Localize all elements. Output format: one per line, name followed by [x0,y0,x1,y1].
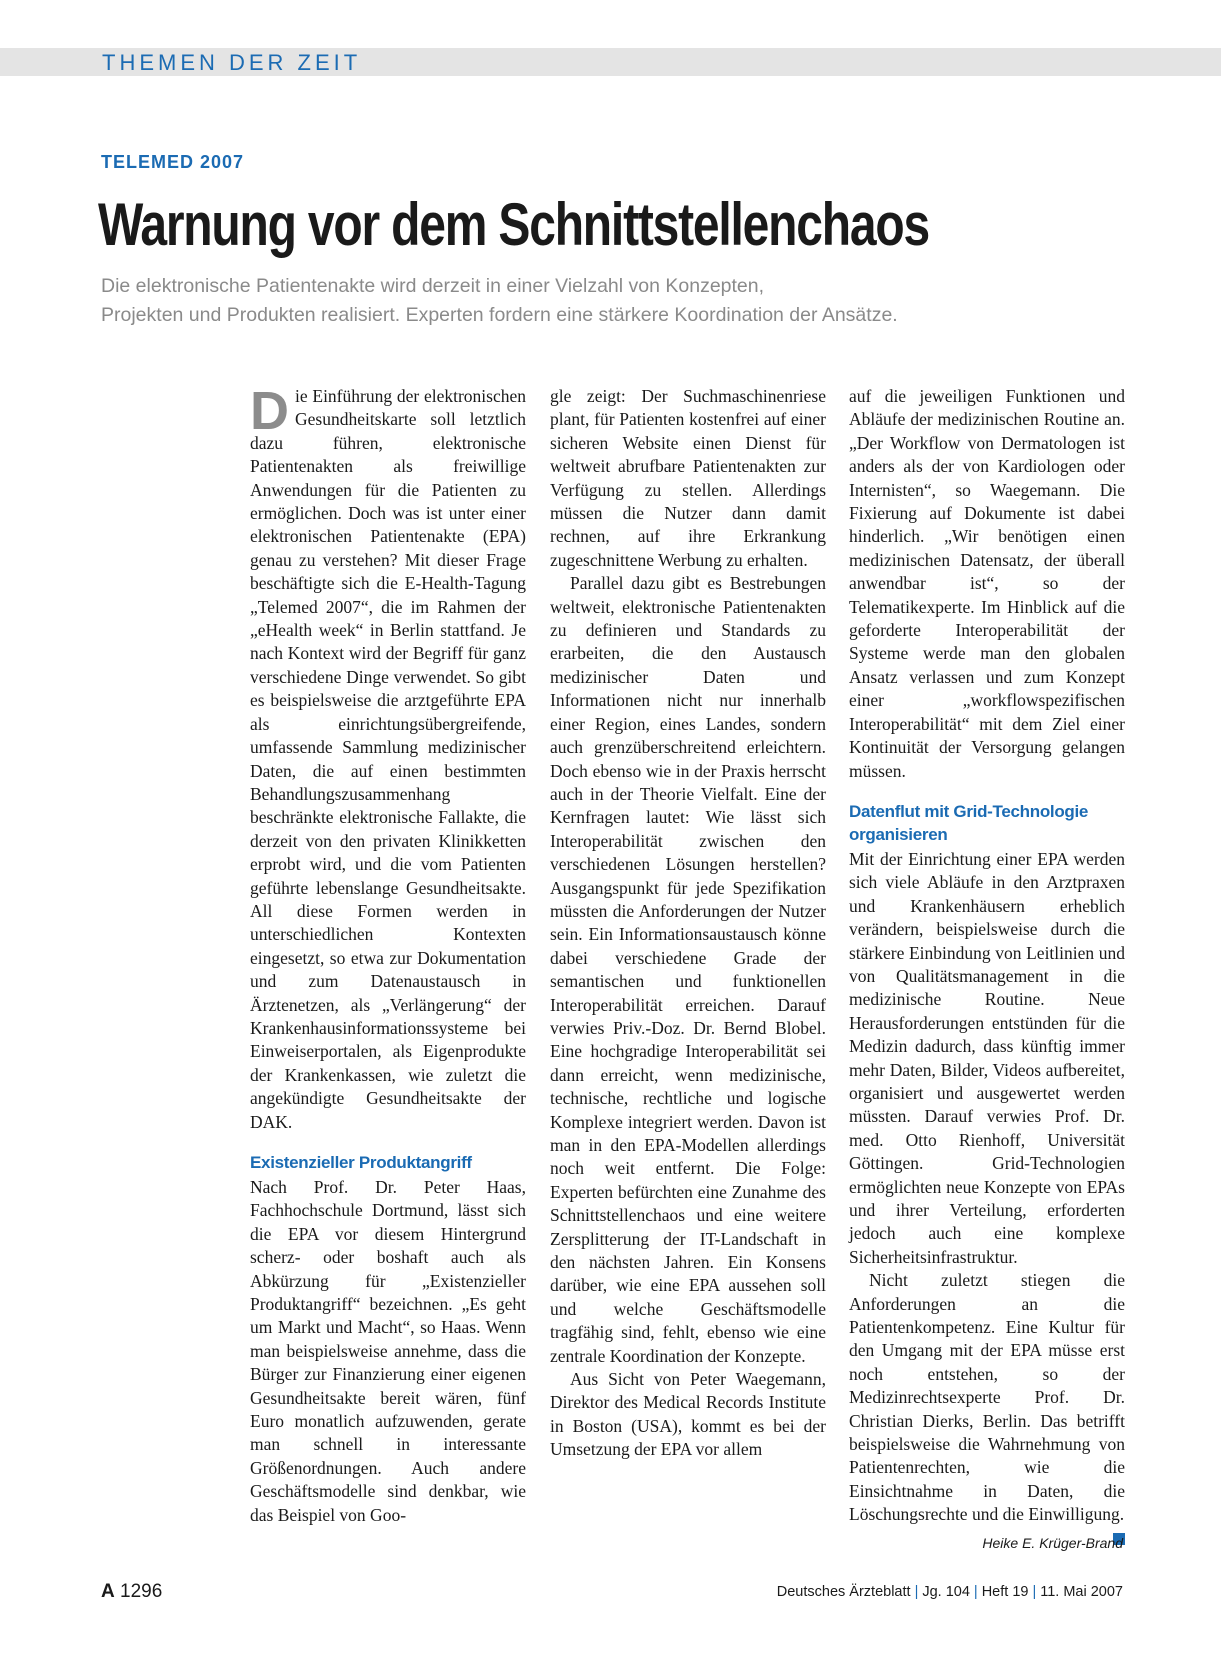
paragraph-text: Nicht zuletzt stiegen die Anforderungen an die Patientenkompetenz. Eine Kultur für den Umgang mit der EPA müsse erst noch entstehen, so der Medizinrechtsexperte Prof. Dr. Christian Dierks, Berlin. Das betrifft beispielsweise die Wahrnehmung von Patientenrechten, wie die Einsichtnahme in Daten, die Löschungsrechte und die Einwilligung. [849,1270,1125,1525]
journal-issue: Heft 19 [981,1584,1029,1600]
body-paragraph: Aus Sicht von Peter Waegemann, Direktor des Medical Records Institute in Boston (USA), kommt es bei der Umsetzung der EPA vor allem [550,1369,826,1460]
page-number: 1296 [120,1581,163,1602]
article-column-2 [550,385,826,1462]
journal-volume: Jg. 104 [922,1584,970,1600]
lead-line-1: Die elektronische Patientenakte wird derzeit in einer Vielzahl von Konzepten, [101,275,765,297]
author-byline: Heike E. Krüger-Brand [982,1535,1123,1551]
subheading: Existenzieller Produktangriff [250,1153,472,1172]
body-paragraph: Mit der Einrichtung einer EPA werden sich viele Abläufe in den Arztpraxen und Krankenhäusern erheblich verändern, beispielsweise durch die stärkere Einbindung von Leitlinien und von Qualitätsmanagement in die medizinische Routine. Neue Herausforderungen entstünden für die Medizin dadurch, dass künftig immer mehr Daten, Bilder, Videos aufbereitet, organisiert und ausgewertet werden müssten. Darauf verwies Prof. Dr. med. Otto Rienhoff, Universität Göttingen. Grid-Technologien ermöglichten neue Konzepte von EPAs und ihrer Verteilung, erforderten jedoch auch eine komplexe Sicherheitsinfrastruktur. [849,848,1125,1267]
article-column-3 [849,385,1125,1545]
article-headline: Warnung vor dem Schnittstellenchaos [98,191,930,258]
separator: | [1032,1584,1037,1600]
article-column-1 [250,381,526,1527]
article-kicker: TELEMED 2007 [101,152,245,172]
separator: | [973,1584,978,1600]
body-paragraph [849,1269,1125,1526]
journal-imprint [777,1584,1123,1600]
drop-cap: D [250,381,289,441]
body-paragraph [250,381,526,1134]
folio-prefix: A [101,1581,115,1602]
page-folio [101,1581,162,1603]
body-paragraph: gle zeigt: Der Suchmaschinenriese plant, für Patienten kostenfrei auf einer sicheren Website einen Dienst für weltweit abrufbare Patientenakten zur Verfügung zu stellen. Allerdings müssen die Nutzer dann damit rechnen, auf ihre Erkrankung zugeschnittene Werbung zu erhalten. [550,386,826,570]
subheading: Datenflut mit Grid-Technologie organisieren [849,801,1089,844]
lead-line-2: Projekten und Produkten realisiert. Experten fordern eine stärkere Koordination der Ansätze. [101,304,898,326]
body-paragraph: Nach Prof. Dr. Peter Haas, Fachhochschule Dortmund, lässt sich die EPA vor diesem Hintergrund scherz- oder boshaft auch als Abkürzung für „Existenzieller Produktangriff“ bezeichnen. „Es geht um Markt und Macht“, so Haas. Wenn man beispielsweise annehme, dass die Bürger zur Finanzierung einer eigenen Gesundheitsakte bereit wären, fünf Euro monatlich aufzuwenden, gerate man schnell in interessante Größenordnungen. Auch andere Geschäftsmodelle sind denkbar, wie das Beispiel von Goo- [250,1177,526,1525]
body-paragraph: Parallel dazu gibt es Bestrebungen weltweit, elektronische Patientenakten zu definieren und Standards zu erarbeiten, die den Austausch medizinischer Daten und Informationen nicht nur innerhalb einer Region, eines Landes, sondern auch grenzüberschreitend erleichtern. Doch ebenso wie in der Praxis herrscht auch in der Theorie Vielfalt. Eine der Kernfragen lautet: Wie lässt sich Interoperabilität zwischen den verschiedenen Lösungen herstellen? Ausgangspunkt für jede Spezifikation müssten die Anforderungen der Nutzer sein. Ein Informationsaustausch könne dabei verschiedene Grade der semantischen und funktionellen Interoperabilität erreichen. Darauf verwies Priv.-Doz. Dr. Bernd Blobel. Eine hochgradige Interoperabilität sei dann erreicht, wenn medizinische, technische, rechtliche und logische Komplexe integriert werden. Davon ist man in den EPA-Modellen allerdings noch weit entfernt. Die Folge: Experten befürchten eine Zunahme des Schnittstellenchaos und eine weitere Zersplitterung der IT-Landschaft in den nächsten Jahren. Ein Konsens darüber, wie eine EPA aussehen soll und welche Geschäftsmodelle tragfähig sind, fehlt, ebenso wie eine zentrale Koordination der Konzepte. [550,573,826,1366]
journal-date: 11. Mai 2007 [1040,1584,1123,1600]
article-lead [101,272,1101,330]
section-label: THEMEN DER ZEIT [102,50,362,75]
paragraph-text: ie Einführung der elektronischen Gesundheitskarte soll letztlich dazu führen, elektronische Patientenakten als freiwillige Anwendungen für die Patienten zu ermöglichen. Doch was ist unter einer elektronischen Patientenakte (EPA) genau zu verstehen? Mit dieser Frage beschäftigte sich die E-Health-Tagung „Telemed 2007“, die im Rahmen der „eHealth week“ in Berlin stattfand. Je nach Kontext wird der Begriff für ganz verschiedene Dinge verwendet. So gibt es beispielsweise die arztgeführte EPA als einrichtungsübergreifende, umfassende Sammlung medizinischer Daten, die auf einen bestimmten Behandlungszusammenhang beschränkte elektronische Fallakte, die derzeit von den privaten Klinikketten erprobt wird, und die vom Patienten geführte lebenslange Gesundheitsakte. All diese Formen werden in unterschiedlichen Kontexten eingesetzt, so etwa zur Dokumentation und zum Datenaustausch in Ärztenetzen, als „Verlängerung“ der Krankenhausinformationssysteme bei Einweiserportalen, als Eigenprodukte der Krankenkassen, wie zuletzt die angekündigte Gesundheitsakte der DAK. [250,386,526,1132]
journal-name: Deutsches Ärzteblatt [776,1584,911,1600]
separator: | [914,1584,919,1600]
body-paragraph: auf die jeweiligen Funktionen und Abläufe der medizinischen Routine an. „Der Workflow von Dermatologen ist anders als der von Kardiologen oder Internisten“, so Waegemann. Die Fixierung auf Dokumente ist dabei hinderlich. „Wir benötigen einen medizinischen Datensatz, der überall anwendbar ist“, so der Telematikexperte. Im Hinblick auf die geforderte Interoperabilität der Systeme werde man den globalen Ansatz verlassen und zum Konzept einer „workflowspezifischen Interoperabilität“ mit dem Ziel einer Kontinuität der Versorgung gelangen müssen. [849,386,1125,781]
